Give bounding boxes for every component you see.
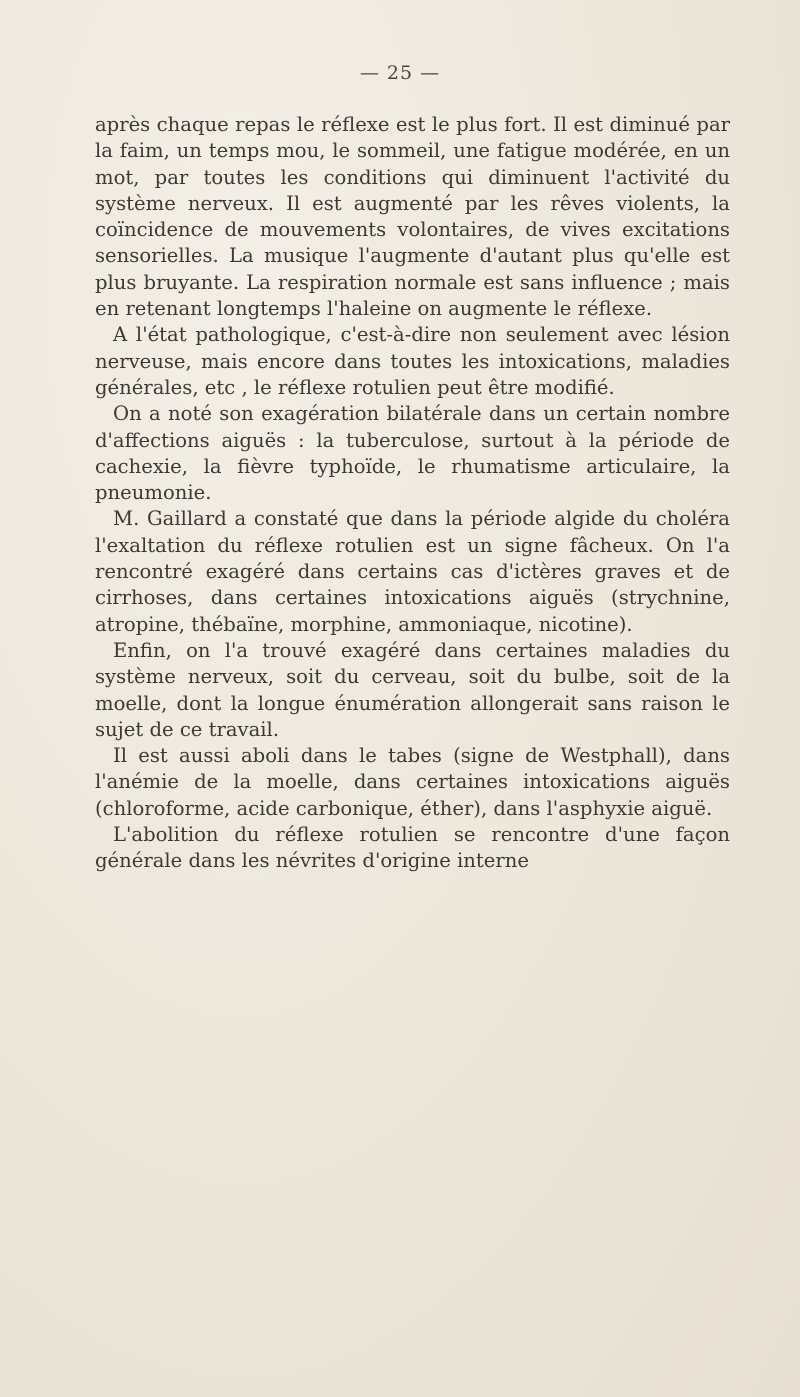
- body-text: [95, 112, 730, 875]
- paragraph-4: M. Gaillard a constaté que dans la période algide du choléra l'exaltation du réflexe rotulien est un signe fâcheux. On l'a rencontré exagéré dans certains cas d'ictères graves et de cirrhoses, dans certaines intoxications aiguës (strychnine, atropine, thébaïne, morphine, ammoniaque, nicotine).: [95, 507, 730, 636]
- paragraph-3: On a noté son exagération bilatérale dans un certain nombre d'affections aiguës : la tuberculose, surtout à la période de cachexie, la fièvre typhoïde, le rhumatisme articulaire, la pneumonie.: [95, 402, 730, 505]
- paragraph-7: L'abolition du réflexe rotulien se rencontre d'une façon générale dans les névrites d'origine interne: [95, 823, 730, 873]
- paragraph-5: Enfin, on l'a trouvé exagéré dans certaines maladies du système nerveux, soit du cerveau, soit du bulbe, soit de la moelle, dont la longue énumération allongerait sans raison le sujet de ce travail.: [95, 638, 730, 741]
- paragraph-2: A l'état pathologique, c'est-à-dire non seulement avec lésion nerveuse, mais encore dans toutes les intoxications, maladies générales, etc , le réflexe rotulien peut être modifié.: [95, 323, 730, 399]
- paragraph-6: Il est aussi aboli dans le tabes (signe de Westphall), dans l'anémie de la moelle, dans certaines intoxications aiguës (chloroforme, acide carbonique, éther), dans l'asphyxie aiguë.: [95, 744, 730, 820]
- page-number: — 25 —: [359, 62, 441, 84]
- paragraph-1: après chaque repas le réflexe est le plus fort. Il est diminué par la faim, un temps mou, le sommeil, une fatigue modérée, en un mot, par toutes les conditions qui diminuent l'activité du système nerveux. Il est augmenté par les rêves violents, la coïncidence de mouvements volontaires, de vives excitations sensorielles. La musique l'augmente d'autant plus qu'elle est plus bruyante. La respiration normale est sans influence ; mais en retenant longtemps l'haleine on augmente le réflexe.: [95, 113, 730, 321]
